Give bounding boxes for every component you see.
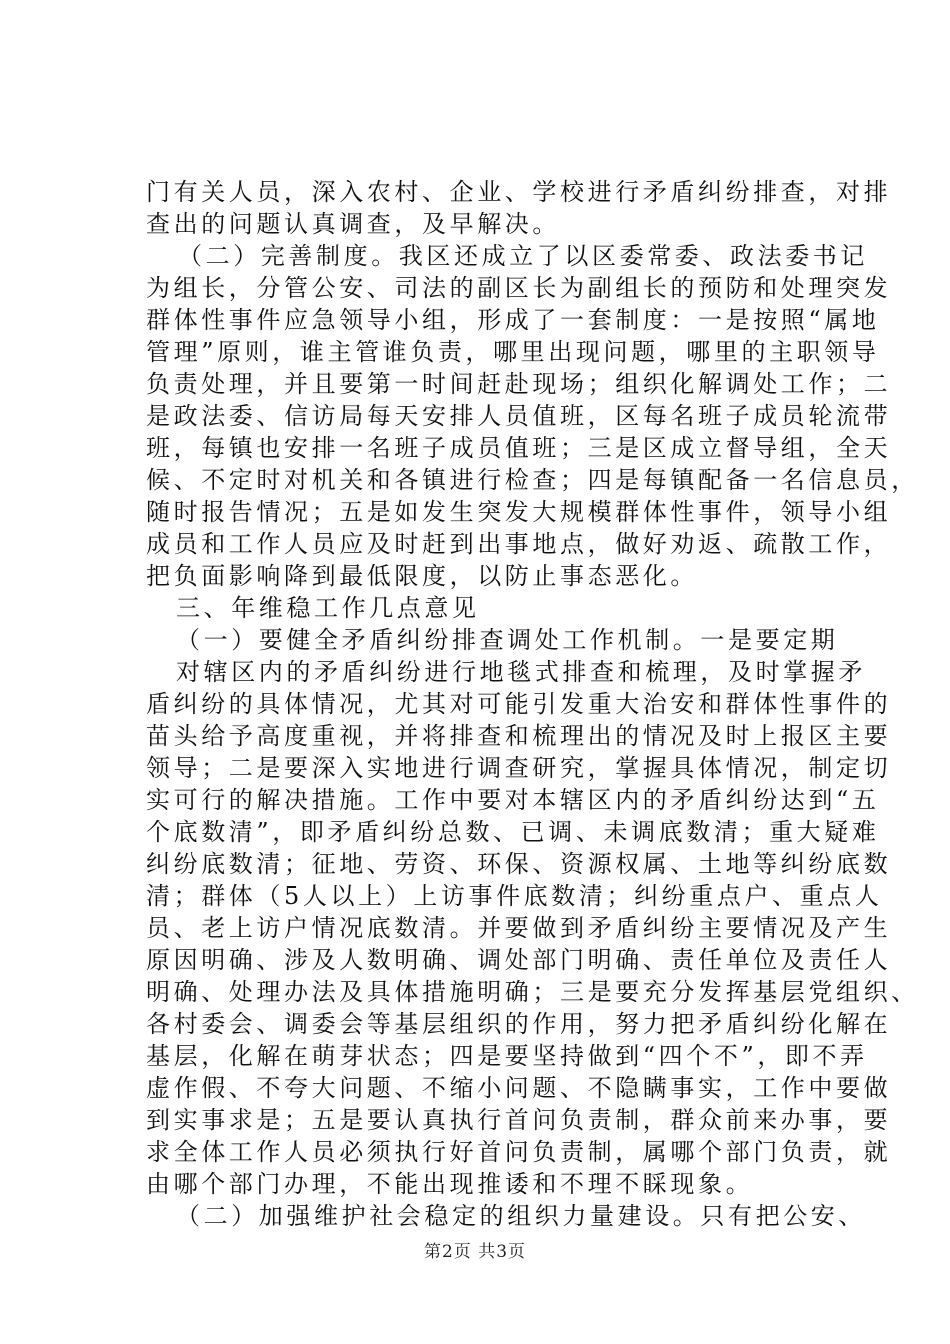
- text-line: 领导；二是要深入实地进行调查研究，掌握具体情况，制定切: [146, 754, 892, 782]
- text-line: 为组长，分管公安、司法的副区长为副组长的预防和处理突发: [146, 274, 892, 302]
- text-line: 个底数清”，即矛盾纠纷总数、已调、未调底数清；重大疑难: [146, 818, 880, 846]
- text-line: 各村委会、调委会等基层组织的作用，努力把矛盾纠纷化解在: [146, 1010, 892, 1038]
- text-line: 基层，化解在萌芽状态；四是要坚持做到“四个不”，即不弄: [146, 1042, 868, 1070]
- text-line: 实可行的解决措施。工作中要对本辖区内的矛盾纠纷达到“五: [146, 786, 880, 814]
- text-line: 盾纠纷的具体情况，尤其对可能引发重大治安和群体性事件的: [146, 690, 892, 718]
- text-line: 由哪个部门办理，不能出现推诿和不理不睬现象。: [146, 1170, 754, 1198]
- text-line: 纠纷底数清；征地、劳资、环保、资源权属、土地等纠纷底数: [146, 850, 892, 878]
- text-line: 候、不定时对机关和各镇进行检查；四是每镇配备一名信息员，: [146, 466, 919, 494]
- text-line: 求全体工作人员必须执行好首问负责制，属哪个部门负责，就: [146, 1138, 892, 1166]
- text-line: （一）要健全矛盾纠纷排查调处工作机制。一是要定期: [176, 626, 839, 654]
- text-line: 把负面影响降到最低限度，以防止事态恶化。: [146, 562, 698, 590]
- text-line: 虚作假、不夸大问题、不缩小问题、不隐瞒事实，工作中要做: [146, 1074, 892, 1102]
- text-line: 管理”原则，谁主管谁负责，哪里出现问题，哪里的主职领导: [146, 338, 880, 366]
- text-line: 群体性事件应急领导小组，形成了一套制度：一是按照“属地: [146, 306, 880, 334]
- text-line: 对辖区内的矛盾纠纷进行地毯式排查和梳理，及时掌握矛: [176, 658, 866, 686]
- document-body: [146, 176, 919, 1232]
- text-line: 明确、处理办法及具体措施明确；三是要充分发挥基层党组织、: [146, 978, 919, 1006]
- page-number-footer: 第2页 共3页: [423, 1242, 527, 1262]
- text-line: 到实事求是；五是要认真执行首问负责制，群众前来办事，要: [146, 1106, 892, 1134]
- section-heading: 三、年维稳工作几点意见: [176, 594, 480, 622]
- text-line: 随时报告情况；五是如发生突发大规模群体性事件，领导小组: [146, 498, 892, 526]
- text-line: 苗头给予高度重视，并将排查和梳理出的情况及时上报区主要: [146, 722, 892, 750]
- text-line: 清；群体（5人以上）上访事件底数清；纠纷重点户、重点人: [146, 882, 883, 910]
- text-line: 查出的问题认真调查，及早解决。: [146, 210, 560, 238]
- text-line: 是政法委、信访局每天安排人员值班，区每名班子成员轮流带: [146, 402, 892, 430]
- text-line: 负责处理，并且要第一时间赶赴现场；组织化解调处工作；二: [146, 370, 892, 398]
- text-line: 成员和工作人员应及时赶到出事地点，做好劝返、疏散工作，: [146, 530, 892, 558]
- text-line: 员、老上访户情况底数清。并要做到矛盾纠纷主要情况及产生: [146, 914, 892, 942]
- text-line: （二）加强维护社会稳定的组织力量建设。只有把公安、: [176, 1202, 866, 1230]
- text-line: 班，每镇也安排一名班子成员值班；三是区成立督导组，全天: [146, 434, 892, 462]
- text-line: （二）完善制度。我区还成立了以区委常委、政法委书记: [178, 242, 868, 270]
- text-line: 原因明确、涉及人数明确、调处部门明确、责任单位及责任人: [146, 946, 892, 974]
- text-line: 门有关人员，深入农村、企业、学校进行矛盾纠纷排查，对排: [146, 178, 892, 206]
